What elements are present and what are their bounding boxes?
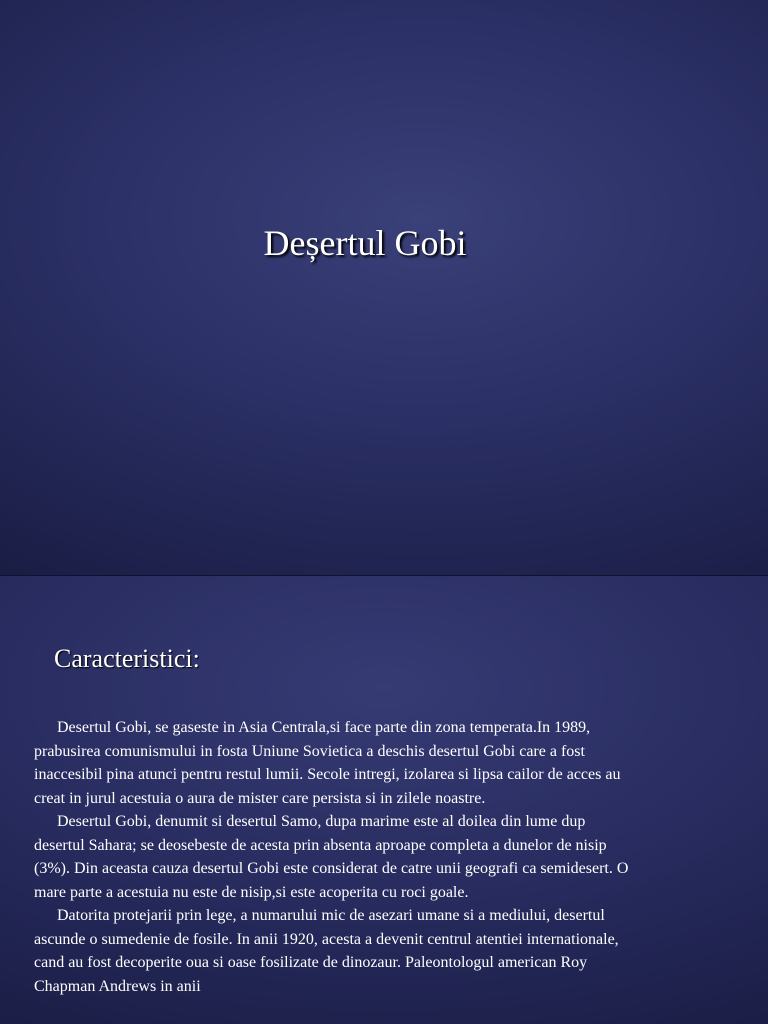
body-paragraph-3: Datorita protejarii prin lege, a numarului mic de asezari umane si a mediului, desertul ascunde o sumedenie de fosile. In anii 1920, acesta a devenit centrul atentiei internationale, cand au fost decoperite oua si oase fosilizate de dinozaur. Paleontologul american Roy Chapman Andrews in anii <box>34 907 619 995</box>
slide-heading: Caracteristici: <box>54 644 200 673</box>
body-paragraph-1: Desertul Gobi, se gaseste in Asia Centrala,si face parte din zona temperata.In 1989, prabusirea comunismului in fosta Uniune Sovietica a deschis desertul Gobi care a fost inaccesibil pina atunci pentru restul lumii. Secole intregi, izolarea si lipsa cailor de acces au creat in jurul acestuia o aura de mister care persista si in zilele noastre. <box>34 719 621 807</box>
slide-body <box>34 716 634 998</box>
body-paragraph-2: Desertul Gobi, denumit si desertul Samo, dupa marime este al doilea din lume dup desertul Sahara; se deosebeste de acesta prin absenta aproape completa a dunelor de nisip (3%). Din aceasta cauza desertul Gobi este considerat de catre unii geografi ca semidesert. O mare parte a acestuia nu este de nisip,si este acoperita cu roci goale. <box>34 813 629 901</box>
slide-title: Deșertul Gobi <box>263 223 467 263</box>
content-slide <box>0 576 768 1024</box>
